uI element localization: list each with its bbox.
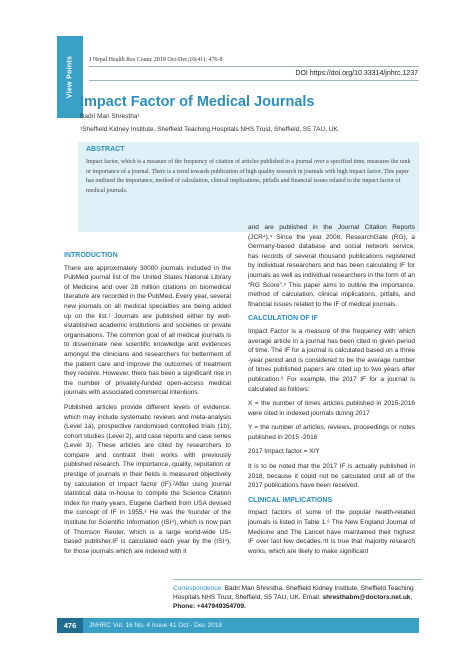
calculation-paragraph: Impact Factor is a measure of the frequency with which average article in a journal has been cited in given period of time. The IF for a journal is calculated based on a three -year period and is considered to be the average number of times published papers are cited up to two years after publication.⁶ For example, the 2017 IF for a journal is calculated as follows: xyxy=(248,327,415,393)
right-column xyxy=(248,223,415,561)
calculation-formula: 2017 Impact factor = X/Y xyxy=(248,448,320,456)
calculation-x-definition: X = the number of times articles published in 2015-2016 were cited in indexed journals during 2017 xyxy=(248,400,415,417)
doi-link[interactable]: DOI https://doi.org/10.33314/jnhrc.1237 xyxy=(295,70,418,77)
correspondence-text: Badri Man Shrestha, Sheffield Kidney Institute, Sheffield Teaching Hospitals NHS Trust, Sheffield, S5 7AU, UK. Email: xyxy=(173,585,414,601)
calculation-note: It is to be noted that the 2017 IF is actually published in 2018, because it could not be calculated until all of the 2017 publications have been received. xyxy=(248,463,415,490)
calculation-heading: CALCULATION OF IF xyxy=(248,315,318,323)
page-footer xyxy=(57,618,419,633)
abstract-text: Impact factor, which is a measure of the frequency of citation of articles published in a journal over a specified time, measures the rank or importance of a journal. There is a trend towards publication of high quality research in journals with high impact factor. This paper has outlined the importance, method of calculation, clinical implications, pitfalls and financial issues related to the impact factor of medical journals. xyxy=(86,159,411,194)
calculation-y-definition: Y = the number of articles, reviews, proceedings or notes published in 2015 -2016 xyxy=(248,424,415,441)
introduction-heading: INTRODUCTION xyxy=(64,252,118,259)
clinical-implications-paragraph: Impact factors of some of the popular health-related journals is listed in Table 1.⁶ The New England Journal of Medicine and The Lancet have maintained their highest IF over last few decades.⁷It is true that majority research works, which are likely to make significant xyxy=(248,509,415,555)
correspondence-email[interactable]: shresthabm@doctors.net.uk xyxy=(322,594,411,601)
article-author: Badri Man Shrestha¹ xyxy=(80,113,140,120)
article-title: Impact Factor of Medical Journals xyxy=(80,94,315,110)
correspondence-block: Correspondence: Badri Man Shrestha, Sheffield Kidney Institute, Sheffield Teaching Hospitals NHS Trust, Sheffield, S5 7AU, UK. Email: shresthabm@doctors.net.uk, Phone: +447949354709. xyxy=(173,579,422,611)
correspondence-phone: Phone: +447949354709. xyxy=(173,603,246,610)
article-affiliation: ¹Sheffield Kidney Institute, Sheffield Teaching Hospitals NHS Trust, Sheffield, S5 7AU, UK. xyxy=(80,126,340,133)
header-rule xyxy=(89,66,419,67)
clinical-implications-heading: CLINICAL IMPLICATIONS xyxy=(248,496,333,504)
intro-continued-paragraph: and are published in the Journal Citation Reports (JCR⁴).⁴ Since the year 2008, ResearchGate (RG), a Germany-based database and social network service, has records of several thousand publications registered by individual researchers and has been calculating IF for journals as well as individual researchers in the form of an “RG Score”.⁵ This paper aims to outline the importance, method of calculation, clinical implications, pitfalls, and financial issues related to the IF of medical journals. xyxy=(248,224,415,308)
journal-reference: J Nepal Health Res Counc 2018 Oct-Dec;16(41): 476-8 xyxy=(89,57,223,63)
page-number: 476 xyxy=(57,618,83,633)
footer-journal: JNHRC Vol. 16 No. 4 Issue 41 Oct - Dec 2018 xyxy=(89,622,222,629)
abstract-heading: ABSTRACT xyxy=(86,146,125,153)
introduction-paragraph-2: Published articles provide different levels of evidence, which may include systematic reviews and meta-analysis (Level 1a), prospective randomised controlled trials (1b), cohort studies (Level 2), and case reports and case series (Level 3). These articles are cited by researchers to compare and contrast their works with previously published research. The importance, quality, reputation or prestige of journals in their fields is measured objectively by calculation of Impact factor (IF).²After using journal statistical data in-house to compile the Science Citation Index for many years, Eugene Garfield from USA devised the concept of IF in 1955.³ He was the founder of the Institute for Scientific Information (ISI⁴), which is now part of Thomson Reuter, which is a large world-wide US-based publisher.IF is calculated each year by the (ISI⁴), for those journals which are indexed with it xyxy=(64,403,231,555)
introduction-paragraph-1: There are approximately 30000 journals included in the PubMed journal list of the United States National Library of Medicine and over 28 million citations on biomedical literature are recorded in the PubMed. Every year, several new journals on all medical specialties are being added up on the list.¹ Journals are published either by well-established academic institutions and societies or private organisations. The common goal of all medical journals is to disseminate new scientific knowledge and evidences amongst the clinicians and researchers for betterment of the patient care and improve the outcomes of treatment they receive. However, there has been a significant rise in the number of privately-funded open-access medical journals with associated commercial intentions. xyxy=(64,264,231,397)
side-tab-label: View Points xyxy=(66,55,74,99)
left-column xyxy=(64,251,231,561)
abstract-box xyxy=(78,142,419,232)
header-rule-lower xyxy=(89,80,419,81)
correspondence-label: Correspondence: xyxy=(173,585,223,592)
